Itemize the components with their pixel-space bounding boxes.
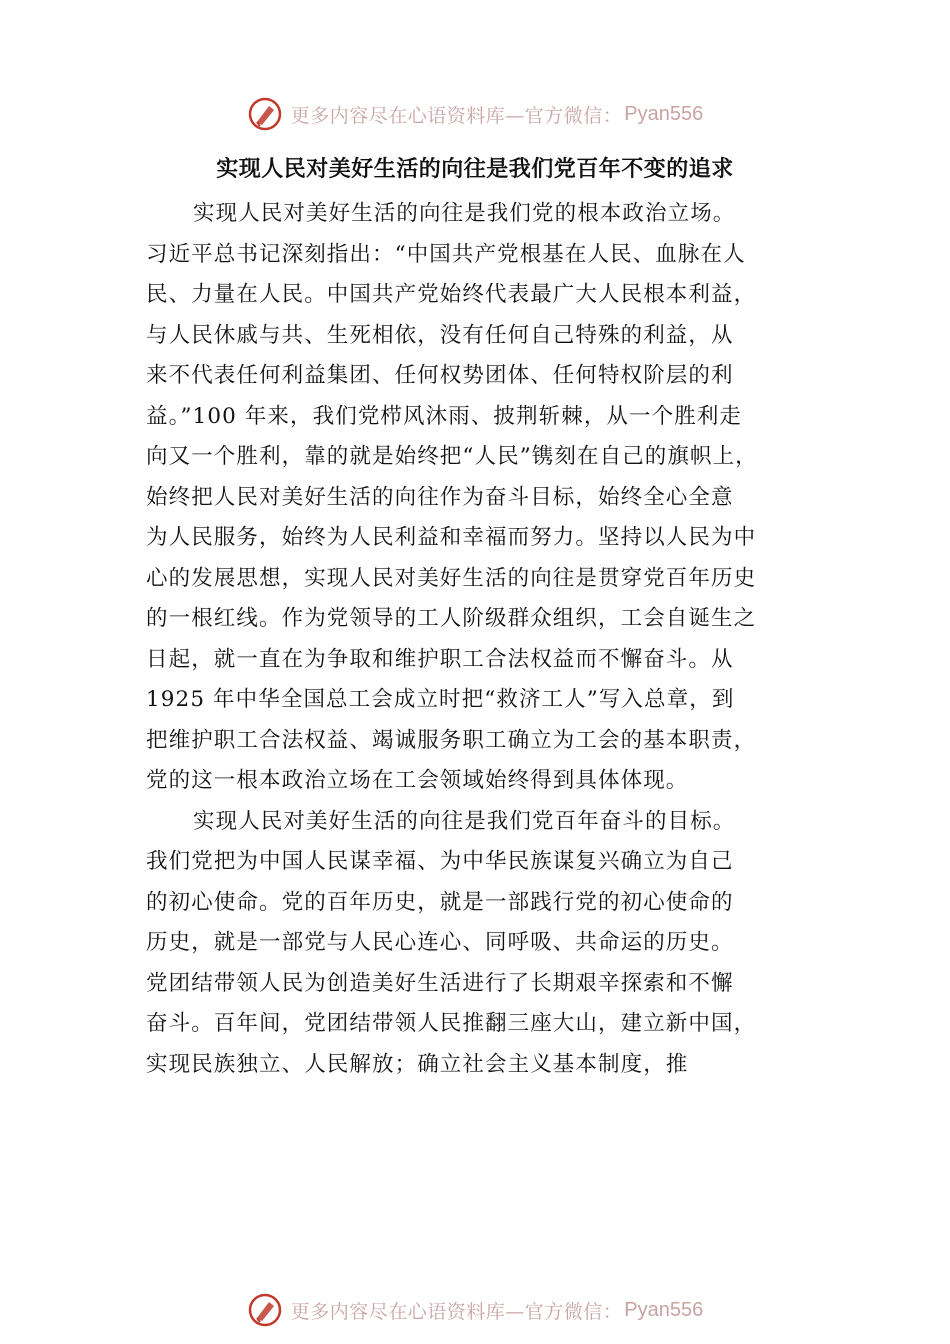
- pen-nib-logo-icon: [247, 1292, 283, 1328]
- body-line: 实现人民对美好生活的向往是我们党百年奋斗的目标。: [193, 808, 736, 834]
- body-line: 与人民休戚与共、生死相依，没有任何自己特殊的利益，从: [146, 322, 734, 348]
- body-line: 党团结带领人民为创造美好生活进行了长期艰辛探索和不懈: [146, 970, 734, 996]
- body-line: 心的发展思想，实现人民对美好生活的向往是贯穿党百年历史: [146, 565, 757, 591]
- body-line: 奋斗。百年间，党团结带领人民推翻三座大山，建立新中国，: [146, 1011, 757, 1036]
- watermark-text: 更多内容尽在心语资料库—官方微信：: [290, 1300, 623, 1323]
- body-line: 1925 年中华全国总工会成立时把“救济工人”写入总章，到: [146, 687, 735, 712]
- footer-watermark: [0, 1290, 950, 1330]
- pen-nib-logo-icon: [247, 96, 283, 132]
- body-line: 习近平总书记深刻指出：“中国共产党根基在人民、血脉在人: [146, 241, 746, 267]
- body-line: 的初心使命。党的百年历史，就是一部践行党的初心使命的: [146, 889, 734, 915]
- body-line: 向又一个胜利，靠的就是始终把“人民”镌刻在自己的旗帜上，: [146, 444, 758, 469]
- body-line: 历史，就是一部党与人民心连心、同呼吸、共命运的历史。: [146, 930, 734, 955]
- body-line: 来不代表任何利益集团、任何权势团体、任何特权阶层的利: [146, 363, 734, 388]
- body-line: 实现民族独立、人民解放；确立社会主义基本制度，推: [146, 1051, 689, 1077]
- watermark-account: Pyan556: [624, 102, 704, 125]
- body-line: 始终把人民对美好生活的向往作为奋斗目标，始终全心全意: [146, 484, 734, 510]
- header-watermark: [0, 94, 950, 134]
- document-body: [146, 194, 836, 1085]
- body-line: 为人民服务，始终为人民利益和幸福而努力。坚持以人民为中: [146, 525, 757, 550]
- document-title: 实现人民对美好生活的向往是我们党百年不变的追求: [216, 157, 734, 182]
- body-line: 把维护职工合法权益、竭诚服务职工确立为工会的基本职责，: [146, 727, 757, 753]
- body-line: 我们党把为中国人民谋幸福、为中华民族谋复兴确立为自己: [146, 849, 734, 874]
- body-line: 的一根红线。作为党领导的工人阶级群众组织，工会自诞生之: [146, 606, 757, 631]
- body-line: 日起，就一直在为争取和维护职工合法权益而不懈奋斗。从: [146, 646, 734, 672]
- watermark-text: 更多内容尽在心语资料库—官方微信：: [290, 104, 623, 127]
- body-line: 民、力量在人民。中国共产党始终代表最广大人民根本利益，: [146, 282, 757, 307]
- body-line: 益。”100 年来，我们党栉风沐雨、披荆斩棘，从一个胜利走: [146, 403, 743, 429]
- body-line: 党的这一根本政治立场在工会领域始终得到具体体现。: [146, 768, 689, 793]
- watermark-account: Pyan556: [624, 1298, 704, 1321]
- body-line: 实现人民对美好生活的向往是我们党的根本政治立场。: [193, 201, 736, 226]
